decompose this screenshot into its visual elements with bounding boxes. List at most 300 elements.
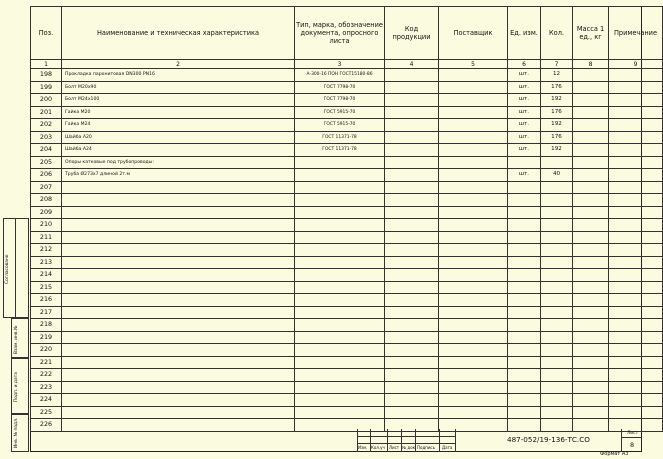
table-row — [31, 306, 663, 319]
cell-type — [295, 319, 385, 332]
cell-type — [295, 369, 385, 382]
header-name: Наименование и техническая характеристика — [62, 7, 295, 60]
cell-qty — [541, 369, 573, 382]
tb-label-doc: № док. — [402, 445, 417, 450]
cell-type — [295, 156, 385, 169]
table-row — [31, 81, 663, 94]
cell-qty: 192 — [541, 119, 573, 132]
cell-name — [62, 294, 295, 307]
cell-supplier — [439, 244, 508, 257]
cell-supplier — [439, 406, 508, 419]
cell-qty — [541, 344, 573, 357]
cell-note — [609, 394, 663, 407]
cell-unit — [508, 194, 541, 207]
cell-supplier — [439, 231, 508, 244]
cell-pos: 217 — [31, 306, 62, 319]
cell-supplier — [439, 94, 508, 107]
cell-pos: 218 — [31, 319, 62, 332]
cell-unit — [508, 406, 541, 419]
cell-code — [385, 169, 439, 182]
cell-type — [295, 344, 385, 357]
cell-qty — [541, 356, 573, 369]
cell-pos: 201 — [31, 106, 62, 119]
cell-pos: 208 — [31, 194, 62, 207]
cell-supplier — [439, 381, 508, 394]
cell-note — [609, 231, 663, 244]
cell-unit: шт. — [508, 119, 541, 132]
cell-unit: шт. — [508, 69, 541, 82]
cell-supplier — [439, 394, 508, 407]
cell-unit — [508, 356, 541, 369]
table-row — [31, 206, 663, 219]
cell-mass — [573, 269, 609, 282]
cell-note — [609, 369, 663, 382]
column-number: 8 — [573, 60, 609, 69]
tb-label-signature: Подпись — [417, 445, 435, 450]
cell-qty — [541, 319, 573, 332]
cell-qty — [541, 194, 573, 207]
cell-supplier — [439, 144, 508, 157]
header-mass: Масса 1 ед., кг — [573, 7, 609, 60]
cell-mass — [573, 394, 609, 407]
cell-type: ГОСТ 7798-70 — [295, 94, 385, 107]
cell-pos: 221 — [31, 356, 62, 369]
cell-supplier — [439, 106, 508, 119]
column-number: 9 — [609, 60, 663, 69]
cell-mass — [573, 94, 609, 107]
table-row — [31, 294, 663, 307]
cell-pos: 210 — [31, 219, 62, 232]
cell-note — [609, 269, 663, 282]
cell-qty — [541, 231, 573, 244]
table-row — [31, 94, 663, 107]
cell-note — [609, 331, 663, 344]
cell-code — [385, 369, 439, 382]
cell-supplier — [439, 344, 508, 357]
cell-mass — [573, 219, 609, 232]
cell-code — [385, 394, 439, 407]
cell-pos: 198 — [31, 69, 62, 82]
cell-supplier — [439, 256, 508, 269]
cell-type — [295, 306, 385, 319]
cell-type: ГОСТ 7798-70 — [295, 81, 385, 94]
sheet-number: 8 — [630, 441, 635, 449]
cell-mass — [573, 81, 609, 94]
cell-qty: 192 — [541, 94, 573, 107]
cell-name: Гайка М20 — [62, 106, 295, 119]
cell-mass — [573, 406, 609, 419]
cell-name — [62, 206, 295, 219]
cell-unit — [508, 369, 541, 382]
cell-code — [385, 219, 439, 232]
cell-code — [385, 156, 439, 169]
cell-qty — [541, 406, 573, 419]
cell-qty — [541, 281, 573, 294]
cell-type: ГОСТ 5915-70 — [295, 106, 385, 119]
cell-mass — [573, 331, 609, 344]
cell-mass — [573, 244, 609, 257]
sheet-label: Лист — [627, 431, 639, 436]
cell-unit — [508, 219, 541, 232]
cell-pos: 219 — [31, 331, 62, 344]
cell-code — [385, 94, 439, 107]
cell-name: Прокладка паронитовая DN300 PN16 — [62, 69, 295, 82]
cell-unit — [508, 181, 541, 194]
cell-mass — [573, 206, 609, 219]
cell-supplier — [439, 119, 508, 132]
cell-note — [609, 144, 663, 157]
cell-unit — [508, 394, 541, 407]
cell-code — [385, 281, 439, 294]
header-row — [31, 7, 663, 60]
cell-note — [609, 219, 663, 232]
cell-name — [62, 369, 295, 382]
cell-supplier — [439, 319, 508, 332]
cell-type — [295, 256, 385, 269]
table-row — [31, 281, 663, 294]
cell-mass — [573, 69, 609, 82]
table-row — [31, 319, 663, 332]
cell-type — [295, 356, 385, 369]
cell-mass — [573, 306, 609, 319]
column-number: 5 — [439, 60, 508, 69]
table-row — [31, 156, 663, 169]
cell-mass — [573, 381, 609, 394]
cell-mass — [573, 156, 609, 169]
table-row — [31, 381, 663, 394]
cell-supplier — [439, 69, 508, 82]
document-code: 487-052/19-136-ТС.СО — [507, 435, 590, 444]
cell-unit: шт. — [508, 94, 541, 107]
cell-type — [295, 206, 385, 219]
cell-qty: 12 — [541, 69, 573, 82]
cell-type: А-300-16 ПОН ГОСТ15180-86 — [295, 69, 385, 82]
cell-qty: 192 — [541, 144, 573, 157]
cell-mass — [573, 319, 609, 332]
cell-qty — [541, 219, 573, 232]
cell-name — [62, 381, 295, 394]
cell-supplier — [439, 81, 508, 94]
cell-mass — [573, 231, 609, 244]
cell-code — [385, 344, 439, 357]
column-number: 2 — [62, 60, 295, 69]
cell-pos: 214 — [31, 269, 62, 282]
cell-note — [609, 131, 663, 144]
cell-name — [62, 319, 295, 332]
cell-name: Опоры катковые под трубопроводы: — [62, 156, 295, 169]
cell-mass — [573, 356, 609, 369]
cell-supplier — [439, 131, 508, 144]
cell-qty: 40 — [541, 169, 573, 182]
cell-mass — [573, 119, 609, 132]
cell-type: ГОСТ 5915-70 — [295, 119, 385, 132]
specification-table — [30, 6, 663, 432]
cell-mass — [573, 169, 609, 182]
table-row — [31, 169, 663, 182]
cell-qty: 176 — [541, 81, 573, 94]
cell-name: Труба Ø273х7 длиной 2т.м — [62, 169, 295, 182]
cell-pos: 225 — [31, 406, 62, 419]
cell-pos: 200 — [31, 94, 62, 107]
cell-pos: 224 — [31, 394, 62, 407]
cell-note — [609, 156, 663, 169]
cell-unit — [508, 344, 541, 357]
cell-note — [609, 169, 663, 182]
cell-type — [295, 381, 385, 394]
cell-code — [385, 144, 439, 157]
cell-note — [609, 206, 663, 219]
cell-unit: шт. — [508, 169, 541, 182]
format-label: Формат А3 — [600, 451, 629, 457]
column-number: 3 — [295, 60, 385, 69]
cell-mass — [573, 256, 609, 269]
cell-qty — [541, 206, 573, 219]
cell-note — [609, 306, 663, 319]
cell-code — [385, 206, 439, 219]
cell-type — [295, 406, 385, 419]
cell-mass — [573, 281, 609, 294]
cell-unit — [508, 306, 541, 319]
cell-code — [385, 356, 439, 369]
cell-unit: шт. — [508, 144, 541, 157]
cell-name: Шайба А24 — [62, 144, 295, 157]
cell-unit — [508, 319, 541, 332]
header-type: Тип, марка, обозначение документа, опросного листа — [295, 7, 385, 60]
cell-note — [609, 356, 663, 369]
cell-note — [609, 119, 663, 132]
cell-code — [385, 81, 439, 94]
cell-note — [609, 106, 663, 119]
tb-label-date: Дата — [442, 445, 453, 450]
cell-code — [385, 306, 439, 319]
cell-name: Болт М24х100 — [62, 94, 295, 107]
table-row — [31, 331, 663, 344]
cell-unit — [508, 281, 541, 294]
table-row — [31, 106, 663, 119]
cell-code — [385, 381, 439, 394]
cell-pos: 223 — [31, 381, 62, 394]
cell-unit: шт. — [508, 131, 541, 144]
cell-note — [609, 244, 663, 257]
table-row — [31, 181, 663, 194]
cell-pos: 207 — [31, 181, 62, 194]
table-row — [31, 231, 663, 244]
cell-qty — [541, 331, 573, 344]
cell-mass — [573, 369, 609, 382]
cell-unit: шт. — [508, 81, 541, 94]
cell-code — [385, 256, 439, 269]
cell-qty — [541, 294, 573, 307]
cell-name: Болт М20х90 — [62, 81, 295, 94]
table-row — [31, 344, 663, 357]
cell-supplier — [439, 156, 508, 169]
table-row — [31, 131, 663, 144]
header-qty: Кол. — [541, 7, 573, 60]
cell-supplier — [439, 206, 508, 219]
cell-qty — [541, 306, 573, 319]
table-row — [31, 406, 663, 419]
cell-name — [62, 394, 295, 407]
cell-name — [62, 194, 295, 207]
cell-supplier — [439, 356, 508, 369]
cell-note — [609, 69, 663, 82]
cell-name — [62, 181, 295, 194]
signature-date-label: Подп. и дата — [14, 372, 19, 402]
cell-mass — [573, 106, 609, 119]
table-row — [31, 256, 663, 269]
cell-pos: 222 — [31, 369, 62, 382]
column-number: 6 — [508, 60, 541, 69]
table-row — [31, 269, 663, 282]
cell-unit — [508, 331, 541, 344]
cell-supplier — [439, 369, 508, 382]
cell-pos: 216 — [31, 294, 62, 307]
replaced-inv-label: Взам. инв.№ — [14, 325, 19, 354]
tb-label-kol: Кол.уч — [371, 445, 385, 450]
cell-code — [385, 244, 439, 257]
cell-name: Шайба А20 — [62, 131, 295, 144]
cell-code — [385, 406, 439, 419]
table-row — [31, 119, 663, 132]
cell-name — [62, 256, 295, 269]
cell-code — [385, 319, 439, 332]
cell-name — [62, 244, 295, 257]
header-pos: Поз. — [31, 7, 62, 60]
table-row — [31, 144, 663, 157]
cell-supplier — [439, 281, 508, 294]
cell-pos: 213 — [31, 256, 62, 269]
cell-note — [609, 281, 663, 294]
cell-supplier — [439, 169, 508, 182]
cell-note — [609, 344, 663, 357]
cell-note — [609, 81, 663, 94]
cell-supplier — [439, 194, 508, 207]
cell-type — [295, 169, 385, 182]
cell-note — [609, 294, 663, 307]
cell-type — [295, 294, 385, 307]
table-row — [31, 356, 663, 369]
cell-code — [385, 194, 439, 207]
cell-type — [295, 281, 385, 294]
cell-qty — [541, 244, 573, 257]
cell-unit — [508, 269, 541, 282]
cell-name — [62, 306, 295, 319]
cell-code — [385, 331, 439, 344]
cell-type — [295, 231, 385, 244]
column-number: 7 — [541, 60, 573, 69]
cell-unit — [508, 156, 541, 169]
cell-supplier — [439, 306, 508, 319]
cell-qty — [541, 269, 573, 282]
cell-pos: 204 — [31, 144, 62, 157]
cell-unit — [508, 381, 541, 394]
table-row — [31, 244, 663, 257]
cell-code — [385, 231, 439, 244]
cell-unit — [508, 231, 541, 244]
cell-type — [295, 181, 385, 194]
column-number-row — [31, 60, 663, 69]
cell-code — [385, 131, 439, 144]
cell-pos: 203 — [31, 131, 62, 144]
cell-pos: 199 — [31, 81, 62, 94]
column-number: 1 — [31, 60, 62, 69]
cell-name — [62, 231, 295, 244]
cell-pos: 212 — [31, 244, 62, 257]
header-supplier: Поставщик — [439, 7, 508, 60]
cell-qty — [541, 256, 573, 269]
cell-name — [62, 331, 295, 344]
cell-type: ГОСТ 11371-78 — [295, 131, 385, 144]
cell-qty: 176 — [541, 106, 573, 119]
column-number: 4 — [385, 60, 439, 69]
table-row — [31, 194, 663, 207]
cell-name — [62, 406, 295, 419]
cell-mass — [573, 144, 609, 157]
cell-code — [385, 181, 439, 194]
cell-note — [609, 319, 663, 332]
header-note: Примечание — [609, 7, 663, 60]
cell-type — [295, 219, 385, 232]
cell-mass — [573, 181, 609, 194]
cell-code — [385, 294, 439, 307]
cell-mass — [573, 131, 609, 144]
cell-qty — [541, 381, 573, 394]
header-code: Код продукции — [385, 7, 439, 60]
cell-note — [609, 194, 663, 207]
cell-type: ГОСТ 11371-78 — [295, 144, 385, 157]
cell-type — [295, 194, 385, 207]
cell-unit — [508, 244, 541, 257]
cell-pos: 226 — [31, 419, 62, 432]
table-row — [31, 394, 663, 407]
cell-pos: 205 — [31, 156, 62, 169]
cell-pos: 215 — [31, 281, 62, 294]
cell-type — [295, 244, 385, 257]
cell-code — [385, 119, 439, 132]
cell-pos: 209 — [31, 206, 62, 219]
cell-qty: 176 — [541, 131, 573, 144]
cell-name — [62, 419, 295, 432]
inv-original-label: Инв. № подл. — [14, 417, 19, 448]
cell-supplier — [439, 331, 508, 344]
cell-note — [609, 94, 663, 107]
cell-pos: 206 — [31, 169, 62, 182]
cell-pos: 202 — [31, 119, 62, 132]
cell-name — [62, 219, 295, 232]
cell-type — [295, 394, 385, 407]
cell-pos: 211 — [31, 231, 62, 244]
cell-qty — [541, 156, 573, 169]
cell-supplier — [439, 294, 508, 307]
cell-name — [62, 269, 295, 282]
cell-type — [295, 269, 385, 282]
table-row — [31, 219, 663, 232]
cell-code — [385, 106, 439, 119]
cell-supplier — [439, 269, 508, 282]
cell-mass — [573, 294, 609, 307]
agreed-label: Согласовано — [5, 254, 10, 284]
cell-name — [62, 344, 295, 357]
cell-supplier — [439, 219, 508, 232]
cell-code — [385, 69, 439, 82]
cell-unit — [508, 256, 541, 269]
table-row — [31, 369, 663, 382]
cell-supplier — [439, 181, 508, 194]
title-block — [357, 429, 642, 452]
cell-name: Гайка М24 — [62, 119, 295, 132]
cell-name — [62, 281, 295, 294]
cell-note — [609, 256, 663, 269]
